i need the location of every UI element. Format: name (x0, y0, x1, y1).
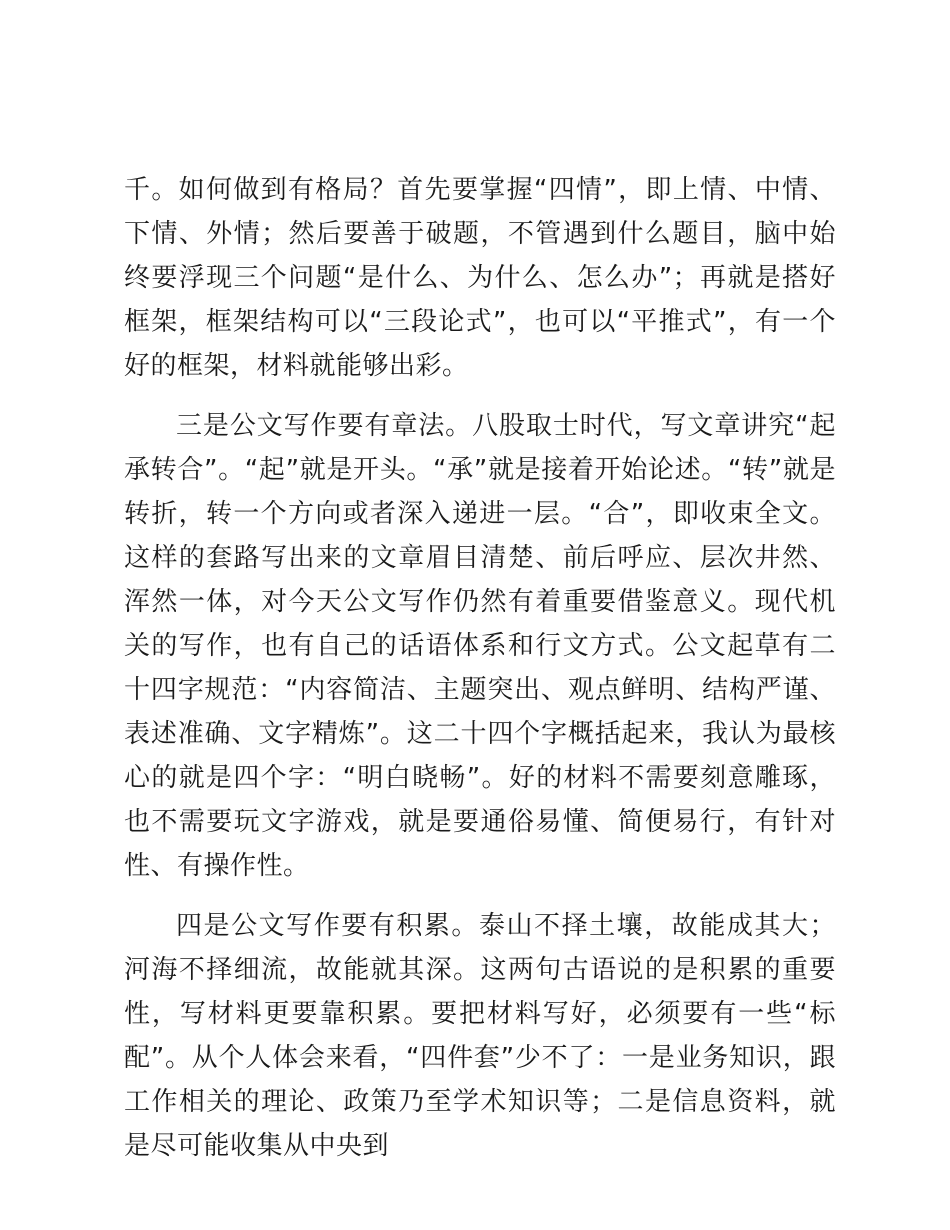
paragraph-2: 三是公文写作要有章法。八股取士时代，写文章讲究“起承转合”。“起”就是开头。“承”就是接着开始论述。“转”就是转折，转一个方向或者深入递进一层。“合”，即收束全文。这样的套路写出来的文章眉目清楚、前后呼应、层次井然、浑然一体，对今天公文写作仍然有着重要借鉴意义。现代机关的写作，也有自己的话语体系和行文方式。公文起草有二十四字规范：“内容简洁、主题突出、观点鲜明、结构严谨、表述准确、文字精炼”。这二十四个字概括起来，我认为最核心的就是四个字：“明白晓畅”。好的材料不需要刻意雕琢，也不需要玩文字游戏，就是要通俗易懂、简便易行，有针对性、有操作性。 (124, 411, 836, 881)
document-body (124, 168, 836, 1184)
paragraph-1: 千。如何做到有格局？首先要掌握“四情”，即上情、中情、下情、外情；然后要善于破题，不管遇到什么题目，脑中始终要浮现三个问题“是什么、为什么、怎么办”；再就是搭好框架，框架结构可以“三段论式”，也可以“平推式”，有一个好的框架，材料就能够出彩。 (124, 175, 836, 381)
paragraph-3: 四是公文写作要有积累。泰山不择土壤，故能成其大；河海不择细流，故能就其深。这两句古语说的是积累的重要性，写材料更要靠积累。要把材料写好，必须要有一些“标配”。从个人体会来看，“四件套”少不了：一是业务知识，跟工作相关的理论、政策乃至学术知识等；二是信息资料，就是尽可能收集从中央到 (124, 911, 836, 1161)
